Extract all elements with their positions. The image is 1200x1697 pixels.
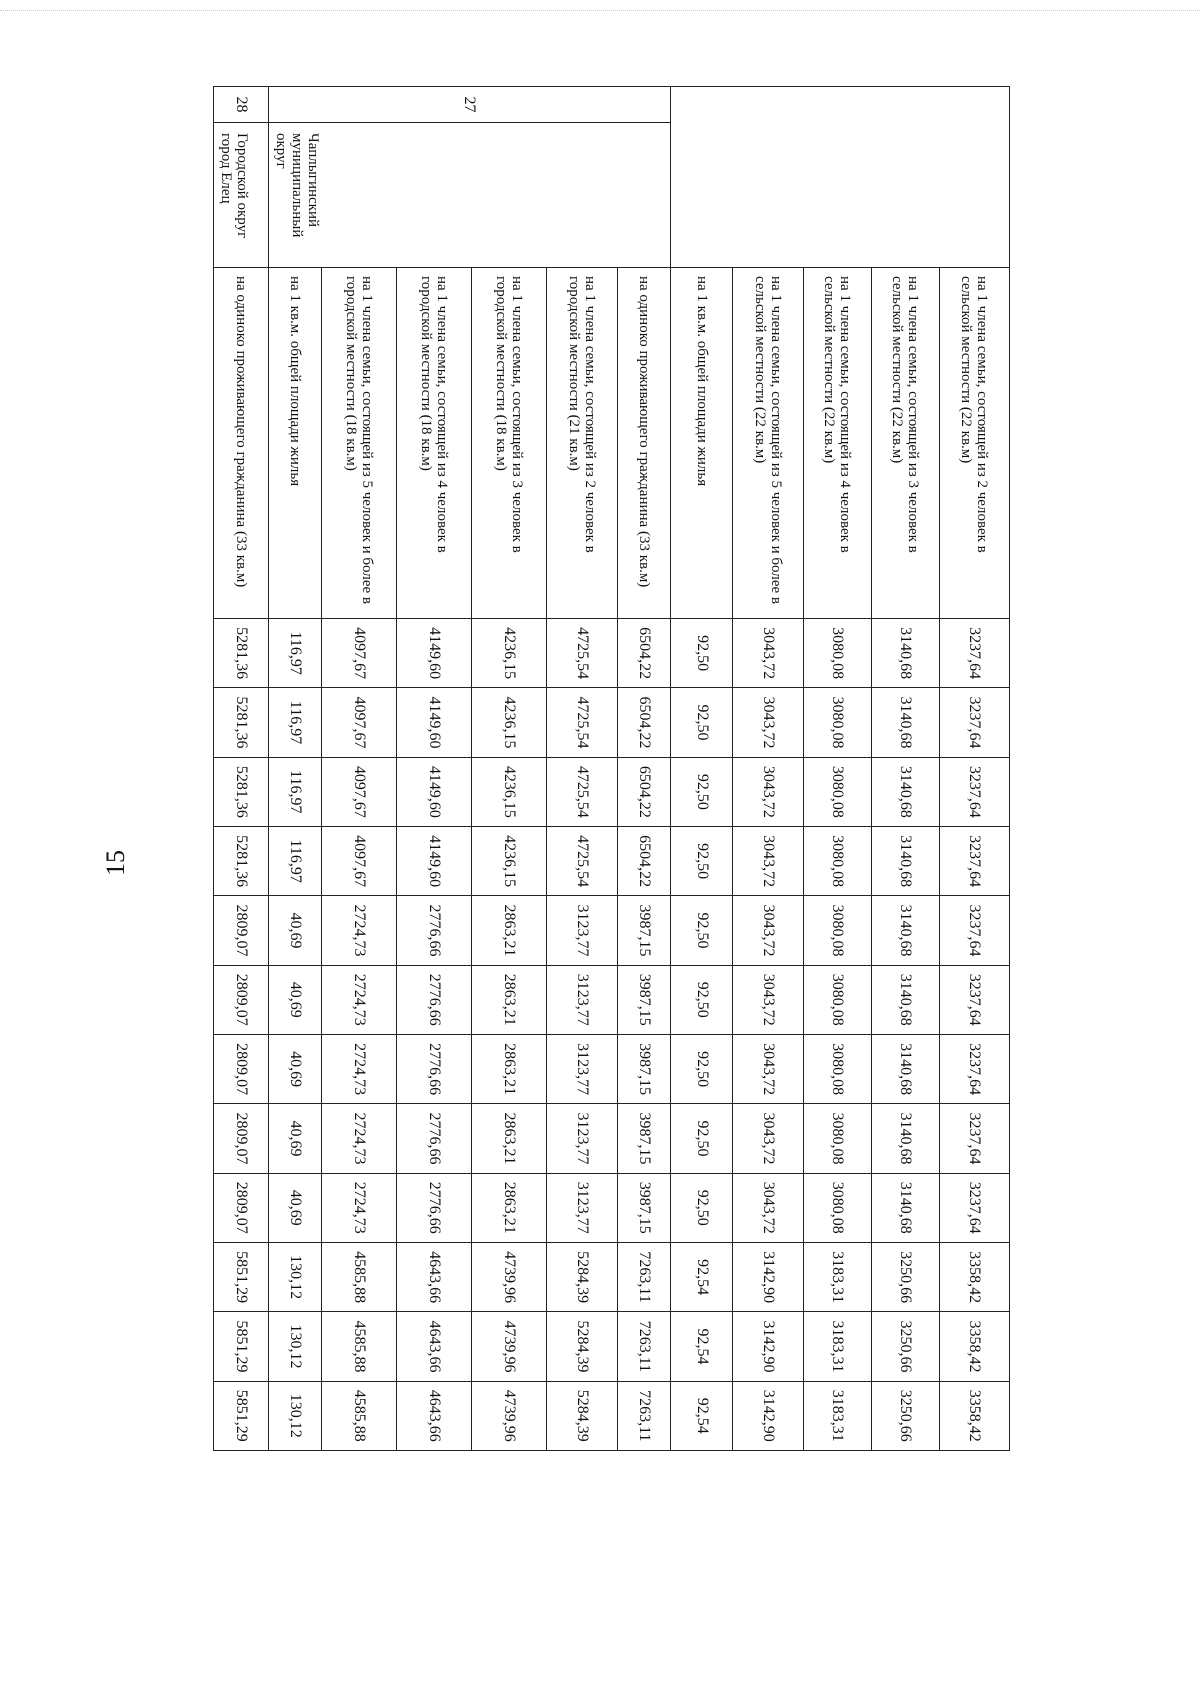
value-cell: 5284,39 <box>546 1312 617 1381</box>
value-cell: 92,50 <box>670 1173 733 1242</box>
value-cell: 92,50 <box>670 619 733 688</box>
table-row <box>321 87 397 1451</box>
value-cell: 3080,08 <box>803 1173 871 1242</box>
value-cell: 2863,21 <box>472 1104 547 1173</box>
value-cell: 3237,64 <box>939 826 1009 895</box>
value-cell: 2724,73 <box>321 1034 397 1103</box>
value-cell: 3140,68 <box>871 757 939 826</box>
value-cell: 3043,72 <box>733 1173 803 1242</box>
value-cell: 92,50 <box>670 965 733 1034</box>
value-cell: 5851,29 <box>214 1312 269 1381</box>
value-cell: 3237,64 <box>939 757 1009 826</box>
value-cell: 40,69 <box>268 896 321 965</box>
value-cell: 4643,66 <box>397 1242 472 1311</box>
value-cell: 3987,15 <box>618 896 671 965</box>
value-cell: 3140,68 <box>871 688 939 757</box>
value-cell: 3043,72 <box>733 1034 803 1103</box>
row-description: на 1 члена семьи, состоящей из 5 человек и более в городской местности (18 кв.м) <box>321 268 397 619</box>
value-cell: 3987,15 <box>618 1034 671 1103</box>
row-description: на 1 члена семьи, состоящей из 4 человек в городской местности (18 кв.м) <box>397 268 472 619</box>
value-cell: 2809,07 <box>214 1104 269 1173</box>
value-cell: 3080,08 <box>803 826 871 895</box>
value-cell: 3123,77 <box>546 1034 617 1103</box>
value-cell: 5851,29 <box>214 1381 269 1450</box>
row-description: на 1 кв.м. общей площади жилья <box>670 268 733 619</box>
value-cell: 3080,08 <box>803 688 871 757</box>
value-cell: 2863,21 <box>472 965 547 1034</box>
table-row <box>546 87 617 1451</box>
value-cell: 3250,66 <box>871 1312 939 1381</box>
table-row <box>670 87 733 1451</box>
page-number: 15 <box>101 850 130 876</box>
row-description: на 1 члена семьи, состоящей из 3 человек в городской местности (18 кв.м) <box>472 268 547 619</box>
value-cell: 3183,31 <box>803 1381 871 1450</box>
value-cell: 4643,66 <box>397 1381 472 1450</box>
value-cell: 3140,68 <box>871 1173 939 1242</box>
value-cell: 3043,72 <box>733 965 803 1034</box>
value-cell: 3237,64 <box>939 619 1009 688</box>
value-cell: 7263,11 <box>618 1312 671 1381</box>
value-cell: 3080,08 <box>803 896 871 965</box>
value-cell: 6504,22 <box>618 619 671 688</box>
row-description: на 1 члена семьи, состоящей из 5 человек и более в сельской местности (22 кв.м) <box>733 268 803 619</box>
tariff-table <box>213 86 1010 1451</box>
value-cell: 4585,88 <box>321 1242 397 1311</box>
value-cell: 116,97 <box>268 688 321 757</box>
value-cell: 4739,96 <box>472 1312 547 1381</box>
value-cell: 3237,64 <box>939 1173 1009 1242</box>
rotated-table-wrapper <box>213 86 1010 1451</box>
value-cell: 4643,66 <box>397 1312 472 1381</box>
value-cell: 4236,15 <box>472 826 547 895</box>
value-cell: 4097,67 <box>321 757 397 826</box>
value-cell: 3237,64 <box>939 965 1009 1034</box>
value-cell: 2863,21 <box>472 896 547 965</box>
table-row <box>472 87 547 1451</box>
value-cell: 92,54 <box>670 1312 733 1381</box>
value-cell: 92,50 <box>670 1104 733 1173</box>
value-cell: 3142,90 <box>733 1312 803 1381</box>
value-cell: 3080,08 <box>803 1034 871 1103</box>
value-cell: 4725,54 <box>546 826 617 895</box>
value-cell: 92,50 <box>670 757 733 826</box>
value-cell: 2809,07 <box>214 1034 269 1103</box>
value-cell: 116,97 <box>268 826 321 895</box>
entity-name: Городской округ город Елец <box>214 123 269 268</box>
value-cell: 92,50 <box>670 688 733 757</box>
value-cell: 4725,54 <box>546 619 617 688</box>
value-cell: 92,50 <box>670 896 733 965</box>
value-cell: 3140,68 <box>871 619 939 688</box>
value-cell: 3043,72 <box>733 688 803 757</box>
value-cell: 4739,96 <box>472 1381 547 1450</box>
value-cell: 3250,66 <box>871 1381 939 1450</box>
value-cell: 40,69 <box>268 1034 321 1103</box>
value-cell: 92,50 <box>670 826 733 895</box>
row-description: на 1 члена семьи, состоящей из 2 человек в городской местности (21 кв.м) <box>546 268 617 619</box>
value-cell: 3183,31 <box>803 1312 871 1381</box>
value-cell: 5281,36 <box>214 826 269 895</box>
value-cell: 6504,22 <box>618 757 671 826</box>
value-cell: 2776,66 <box>397 896 472 965</box>
value-cell: 2724,73 <box>321 1104 397 1173</box>
row-description: на 1 члена семьи, состоящей из 2 человек в сельской местности (22 кв.м) <box>939 268 1009 619</box>
table-row <box>618 87 671 1451</box>
value-cell: 3142,90 <box>733 1381 803 1450</box>
value-cell: 3140,68 <box>871 1104 939 1173</box>
value-cell: 3987,15 <box>618 1104 671 1173</box>
value-cell: 3080,08 <box>803 1104 871 1173</box>
value-cell: 130,12 <box>268 1312 321 1381</box>
value-cell: 92,54 <box>670 1381 733 1450</box>
value-cell: 3358,42 <box>939 1242 1009 1311</box>
value-cell: 3358,42 <box>939 1312 1009 1381</box>
value-cell: 2724,73 <box>321 896 397 965</box>
value-cell: 2809,07 <box>214 896 269 965</box>
value-cell: 3043,72 <box>733 757 803 826</box>
empty-cell <box>670 87 1009 268</box>
value-cell: 2863,21 <box>472 1173 547 1242</box>
value-cell: 4236,15 <box>472 688 547 757</box>
row-index: 28 <box>214 87 269 123</box>
value-cell: 4585,88 <box>321 1381 397 1450</box>
value-cell: 40,69 <box>268 965 321 1034</box>
value-cell: 4149,60 <box>397 826 472 895</box>
table-row <box>268 87 321 1451</box>
value-cell: 5284,39 <box>546 1242 617 1311</box>
value-cell: 5281,36 <box>214 688 269 757</box>
value-cell: 2776,66 <box>397 1034 472 1103</box>
value-cell: 3043,72 <box>733 896 803 965</box>
value-cell: 3140,68 <box>871 1034 939 1103</box>
value-cell: 2776,66 <box>397 1173 472 1242</box>
value-cell: 3043,72 <box>733 619 803 688</box>
value-cell: 2724,73 <box>321 965 397 1034</box>
value-cell: 3123,77 <box>546 965 617 1034</box>
value-cell: 2776,66 <box>397 1104 472 1173</box>
value-cell: 2776,66 <box>397 965 472 1034</box>
row-description: на одиноко проживающего гражданина (33 кв.м) <box>618 268 671 619</box>
row-description: на 1 члена семьи, состоящей из 4 человек в сельской местности (22 кв.м) <box>803 268 871 619</box>
value-cell: 3080,08 <box>803 619 871 688</box>
value-cell: 3123,77 <box>546 1104 617 1173</box>
table-row <box>214 87 269 1451</box>
value-cell: 130,12 <box>268 1381 321 1450</box>
value-cell: 3080,08 <box>803 757 871 826</box>
value-cell: 4725,54 <box>546 688 617 757</box>
value-cell: 3250,66 <box>871 1242 939 1311</box>
value-cell: 3987,15 <box>618 965 671 1034</box>
value-cell: 3123,77 <box>546 896 617 965</box>
value-cell: 3140,68 <box>871 826 939 895</box>
value-cell: 40,69 <box>268 1173 321 1242</box>
value-cell: 3140,68 <box>871 896 939 965</box>
entity-name: Чаплыгинский муниципальный округ <box>268 123 670 268</box>
value-cell: 3987,15 <box>618 1173 671 1242</box>
value-cell: 4149,60 <box>397 757 472 826</box>
value-cell: 7263,11 <box>618 1381 671 1450</box>
table-row <box>733 87 803 1451</box>
value-cell: 4097,67 <box>321 688 397 757</box>
value-cell: 3080,08 <box>803 965 871 1034</box>
value-cell: 3140,68 <box>871 965 939 1034</box>
value-cell: 4097,67 <box>321 826 397 895</box>
value-cell: 7263,11 <box>618 1242 671 1311</box>
value-cell: 40,69 <box>268 1104 321 1173</box>
value-cell: 130,12 <box>268 1242 321 1311</box>
value-cell: 3043,72 <box>733 826 803 895</box>
value-cell: 116,97 <box>268 757 321 826</box>
value-cell: 4236,15 <box>472 757 547 826</box>
value-cell: 5281,36 <box>214 619 269 688</box>
value-cell: 92,54 <box>670 1242 733 1311</box>
table-row <box>803 87 871 1451</box>
table-row <box>871 87 939 1451</box>
row-index: 27 <box>268 87 670 123</box>
value-cell: 6504,22 <box>618 826 671 895</box>
table-row <box>397 87 472 1451</box>
value-cell: 5851,29 <box>214 1242 269 1311</box>
value-cell: 6504,22 <box>618 688 671 757</box>
value-cell: 2724,73 <box>321 1173 397 1242</box>
value-cell: 4725,54 <box>546 757 617 826</box>
row-description: на одиноко проживающего гражданина (33 кв.м) <box>214 268 269 619</box>
value-cell: 4149,60 <box>397 688 472 757</box>
value-cell: 3237,64 <box>939 1034 1009 1103</box>
value-cell: 3237,64 <box>939 688 1009 757</box>
value-cell: 5284,39 <box>546 1381 617 1450</box>
value-cell: 4236,15 <box>472 619 547 688</box>
value-cell: 3123,77 <box>546 1173 617 1242</box>
value-cell: 4585,88 <box>321 1312 397 1381</box>
value-cell: 2863,21 <box>472 1034 547 1103</box>
value-cell: 3237,64 <box>939 896 1009 965</box>
value-cell: 116,97 <box>268 619 321 688</box>
value-cell: 4739,96 <box>472 1242 547 1311</box>
value-cell: 3043,72 <box>733 1104 803 1173</box>
value-cell: 4097,67 <box>321 619 397 688</box>
value-cell: 2809,07 <box>214 965 269 1034</box>
value-cell: 5281,36 <box>214 757 269 826</box>
row-description: на 1 члена семьи, состоящей из 3 человек в сельской местности (22 кв.м) <box>871 268 939 619</box>
value-cell: 3358,42 <box>939 1381 1009 1450</box>
value-cell: 2809,07 <box>214 1173 269 1242</box>
value-cell: 4149,60 <box>397 619 472 688</box>
row-description: на 1 кв.м. общей площади жилья <box>268 268 321 619</box>
scan-top-border <box>0 10 1200 11</box>
value-cell: 3237,64 <box>939 1104 1009 1173</box>
value-cell: 92,50 <box>670 1034 733 1103</box>
table-row <box>939 87 1009 1451</box>
value-cell: 3183,31 <box>803 1242 871 1311</box>
value-cell: 3142,90 <box>733 1242 803 1311</box>
